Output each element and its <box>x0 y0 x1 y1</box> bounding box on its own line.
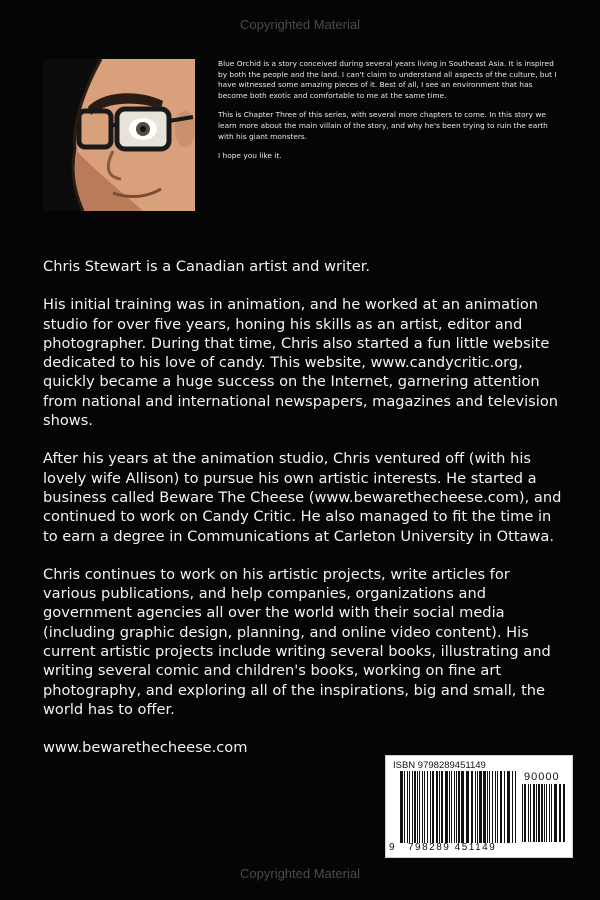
barcode-bar <box>487 771 488 843</box>
barcode-first-digit: 9 <box>389 842 395 853</box>
barcode-bar <box>466 771 469 843</box>
barcode-bar <box>500 771 502 843</box>
bio-paragraph: His initial training was in animation, and he worked at an animation studio for over five years, honing his skills as an artist, editor and photographer. During that time, Chris also started a fun little website dedicated to his love of candy. This website, www.candycritic.org, quickly became a huge success on the Internet, garnering attention from national and international newspapers, magazines and television shows. <box>43 296 559 430</box>
barcode-bar <box>427 771 428 843</box>
barcode-bar <box>559 784 561 842</box>
barcode-bar <box>492 771 493 843</box>
intro-paragraph: Blue Orchid is a story conceived during several years living in Southeast Asia. It is inspired by both the people and the land. I can't claim to understand all aspects of the culture, but I have witnessed some amazing pieces of it. Best of all, I see an environment that has become both exotic and comfortable to me at the same time. <box>218 59 557 100</box>
barcode-bar <box>471 771 473 843</box>
isbn-barcode <box>385 755 573 858</box>
barcode-bar <box>544 784 545 842</box>
barcode-bar <box>551 784 552 842</box>
website-link[interactable]: www.bewarethecheese.com <box>43 739 248 757</box>
barcode-bar <box>461 771 464 843</box>
barcode-bar <box>432 771 434 843</box>
barcode-bar <box>528 784 529 842</box>
barcode-bar <box>554 784 557 842</box>
barcode-bar <box>504 771 505 843</box>
bio-paragraph: Chris continues to work on his artistic projects, write articles for various publications, and help companies, organizations and government agencies all over the world with their social media (including graphic design, planning, and online video content). His current artistic projects include writing several books, illustrating and writing several comic and children's books, working on fine art photography, and exploring all of the inspirations, big and small, the world has to offer. <box>43 565 551 718</box>
barcode-bar <box>479 771 482 843</box>
barcode-bar <box>436 771 438 843</box>
isbn-label: ISBN 9798289451149 <box>393 760 486 771</box>
barcode-bar <box>497 771 498 843</box>
barcode-bar <box>430 771 431 843</box>
barcode-bar <box>475 771 476 843</box>
barcode-bar <box>422 771 423 843</box>
barcode-bar <box>477 771 478 843</box>
watermark-bottom: Copyrighted Material <box>240 866 360 881</box>
barcode-bar <box>417 771 418 843</box>
barcode-bar <box>407 771 408 843</box>
barcode-bar <box>458 771 460 843</box>
barcode-bar <box>549 784 550 842</box>
barcode-bar <box>424 771 425 843</box>
barcode-bar <box>483 771 486 843</box>
barcode-bar <box>538 784 540 842</box>
barcode-bar <box>419 771 420 843</box>
intro-paragraph: I hope you like it. <box>218 151 282 161</box>
barcode-bar <box>445 771 448 843</box>
barcode-bar <box>409 771 410 843</box>
barcode-bar <box>546 784 547 842</box>
bio-paragraph: After his years at the animation studio, Chris ventured off (with his lovely wife Allison) to pursue his own artistic interests. He started a business called Beware The Cheese (www.bewarethecheese.com), and continued to work on Candy Critic. He also managed to fit the time in to earn a degree in Communications at Carleton University in Ottawa. <box>43 450 562 545</box>
barcode-bar <box>456 771 457 843</box>
barcode-bar <box>404 771 405 843</box>
barcode-main-bars <box>400 771 518 843</box>
barcode-bar <box>524 784 526 842</box>
author-portrait <box>43 59 195 211</box>
barcode-bar <box>400 771 403 843</box>
watermark-top: Copyrighted Material <box>240 17 360 32</box>
barcode-addon-bars <box>522 784 566 842</box>
barcode-bar <box>449 771 450 843</box>
barcode-bar <box>454 771 455 843</box>
barcode-bar <box>533 784 535 842</box>
bio-paragraph: Chris Stewart is a Canadian artist and writer. <box>43 258 371 275</box>
barcode-bar <box>530 784 531 842</box>
barcode-bar <box>536 784 537 842</box>
author-bio <box>43 257 563 777</box>
barcode-bar <box>451 771 452 843</box>
intro-paragraph: This is Chapter Three of this series, with several more chapters to come. In this story we learn more about the main villain of the story, and why he's been trying to ruin the earth with his giant monsters. <box>218 110 548 141</box>
barcode-bar <box>414 771 416 843</box>
price-code: 90000 <box>524 771 560 783</box>
barcode-bar <box>495 771 496 843</box>
barcode-digits: 798289 451149 <box>408 842 497 853</box>
barcode-bar <box>412 771 413 843</box>
barcode-bar <box>489 771 490 843</box>
barcode-bar <box>515 771 516 843</box>
barcode-bar <box>441 771 443 843</box>
barcode-bar <box>522 784 523 842</box>
barcode-bar <box>439 771 440 843</box>
author-intro <box>218 59 563 171</box>
barcode-bar <box>563 784 565 842</box>
barcode-bar <box>512 771 513 843</box>
barcode-bar <box>507 771 510 843</box>
barcode-bar <box>541 784 543 842</box>
